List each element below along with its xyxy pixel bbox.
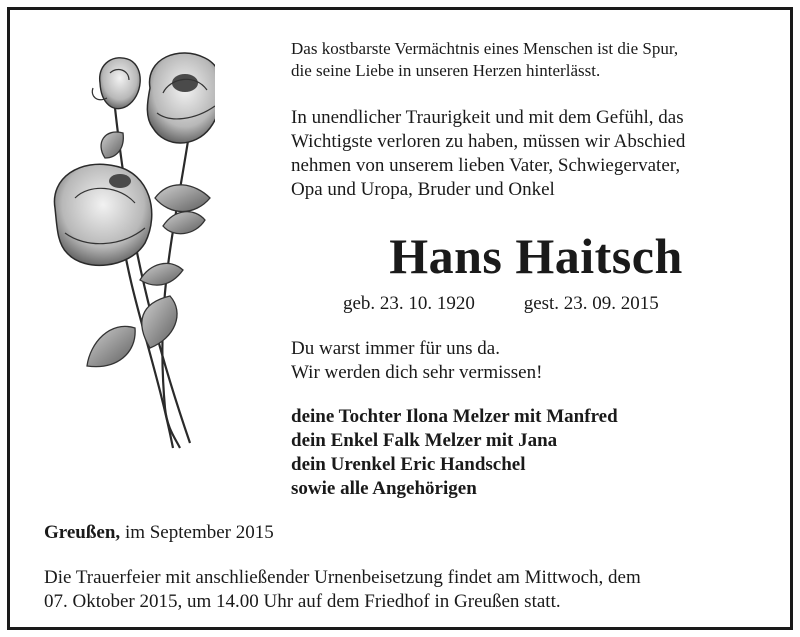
signer: dein Urenkel Eric Handschel [291,454,526,475]
roses-icon [45,48,215,458]
obituary-frame [7,7,793,630]
life-dates [343,292,659,316]
intro-line: Wichtigste verloren zu haben, müssen wir Abschied [291,131,686,152]
funeral-line: 07. Oktober 2015, um 14.00 Uhr auf dem Friedhof in Greußen statt. [44,591,561,612]
signer: dein Enkel Falk Melzer mit Jana [291,430,558,451]
birth-date: geb. 23. 10. 1920 [343,293,475,314]
quote-line: die seine Liebe in unseren Herzen hinterlässt. [291,61,601,80]
intro-line: In unendlicher Traurigkeit und mit dem Gefühl, das [291,107,684,128]
quote-line: Das kostbarste Vermächtnis eines Menschen ist die Spur, [291,39,679,58]
place-date [44,521,274,545]
funeral-line: Die Trauerfeier mit anschließender Urnenbeisetzung findet am Mittwoch, dem [44,567,641,588]
message-line: Wir werden dich sehr vermissen! [291,362,543,383]
intro-text [291,106,781,202]
funeral-notice [44,566,779,614]
message-line: Du warst immer für uns da. [291,338,500,359]
deceased-name: Hans Haitsch [389,228,683,284]
signer: deine Tochter Ilona Melzer mit Manfred [291,406,618,427]
signer: sowie alle Angehörigen [291,478,477,499]
intro-line: Opa und Uropa, Bruder und Onkel [291,179,555,200]
memorial-quote [291,38,781,82]
signers-list [291,405,618,501]
place-month: im September 2015 [120,522,274,543]
death-date: gest. 23. 09. 2015 [523,293,659,314]
place-town: Greußen, [44,522,121,543]
intro-line: nehmen von unserem lieben Vater, Schwiegervater, [291,155,681,176]
farewell-message [291,337,542,385]
